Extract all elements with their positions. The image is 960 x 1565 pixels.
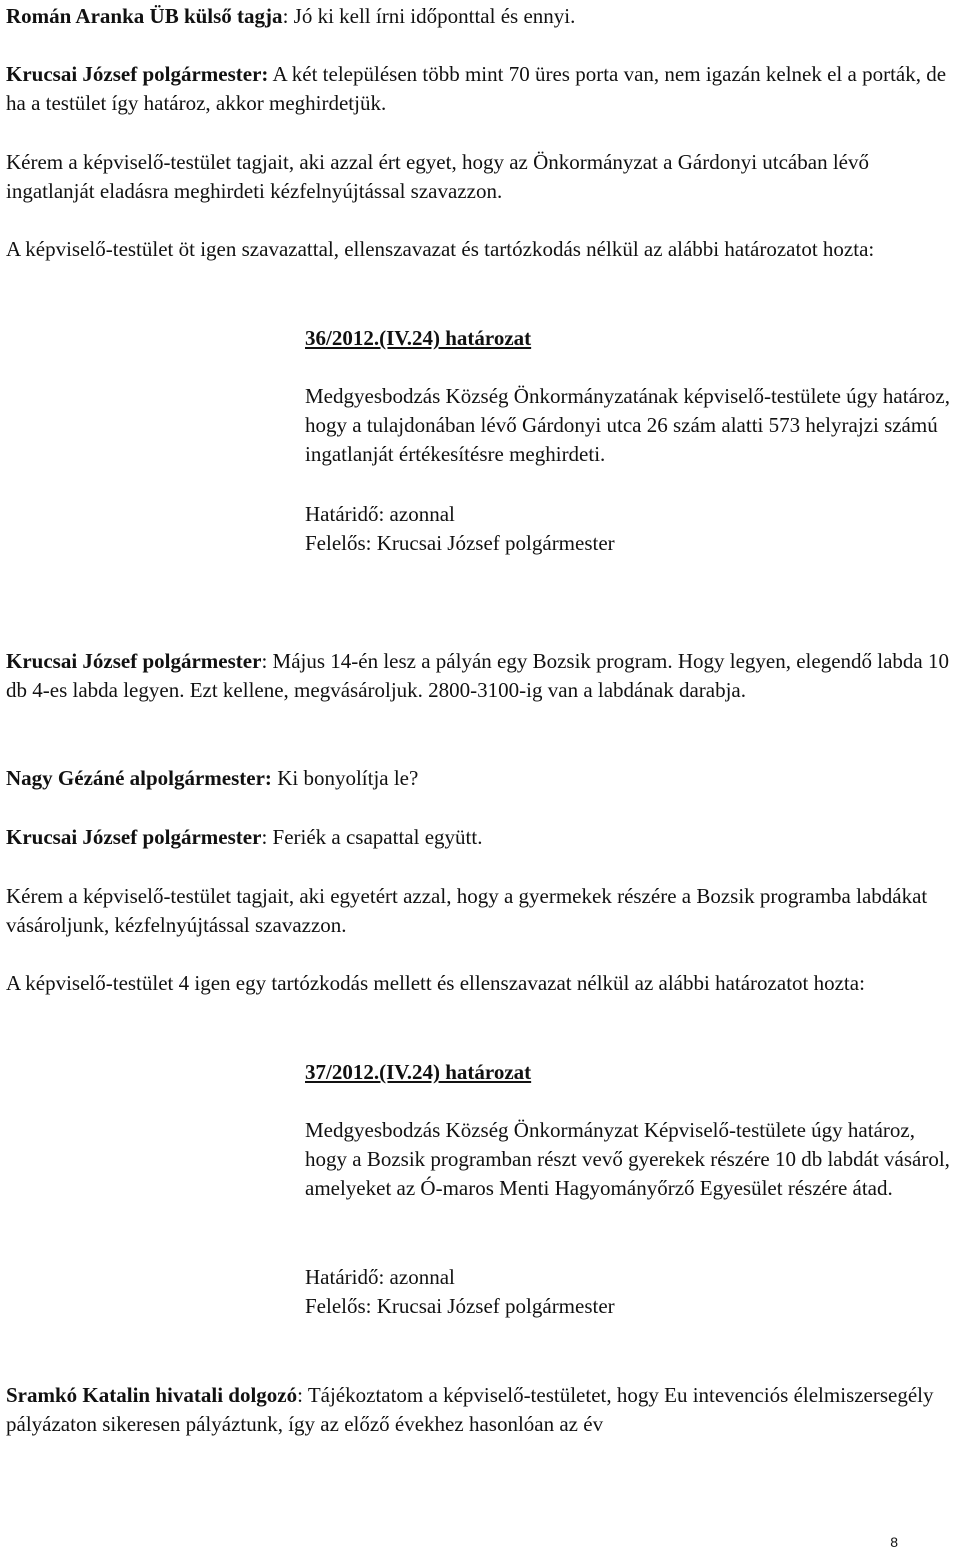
resolution-body-37: Medgyesbodzás Község Önkormányzat Képviselő-testülete úgy határoz, hogy a Bozsik programban részt vevő gyerekek részére 10 db labdát vásárol, amelyeket az Ó-maros Menti Hagyományőrző Egyesület részére átad. xyxy=(305,1118,950,1200)
speaker-name: Krucsai József polgármester: xyxy=(6,62,269,86)
paragraph-text: Ki bonyolítja le? xyxy=(271,766,419,790)
paragraph-text: : Május 14-én lesz a pályán egy Bozsik program. Hogy legyen, elegendő labda 10 db 4-es labda legyen. Ezt kellene, megvásároljuk. 2800-3100-ig van a labdának darabja. xyxy=(6,649,949,702)
document-page xyxy=(6,0,956,1565)
resolution-title-37: 37/2012.(IV.24) határozat xyxy=(305,1060,532,1084)
resolution-deadline-36: Határidő: azonnal xyxy=(305,502,455,526)
speaker-name: Krucsai József polgármester xyxy=(6,825,262,849)
paragraph-nagy-gezane xyxy=(6,764,956,793)
paragraph-sramko-katalin xyxy=(6,1381,956,1439)
paragraph-text: : Jó ki kell írni időponttal és ennyi. xyxy=(282,4,576,28)
paragraph-krucsai-3 xyxy=(6,823,956,852)
paragraph-roman-aranka xyxy=(6,2,956,31)
paragraph-vote-request-2: Kérem a képviselő-testület tagjait, aki egyetért azzal, hogy a gyermekek részére a Bozsik programba labdákat vásároljunk, kézfelnyújtással szavazzon. xyxy=(6,884,928,937)
resolution-responsible-37: Felelős: Krucsai József polgármester xyxy=(305,1294,615,1318)
speaker-name: Sramkó Katalin hivatali dolgozó xyxy=(6,1383,298,1407)
paragraph-text: : Tájékoztatom a képviselő-testületet, hogy Eu intevenciós élelmiszersegély pályázaton sikeresen pályáztunk, így az előző évekhez hasonlóan az év xyxy=(6,1383,934,1436)
paragraph-vote-request-1: Kérem a képviselő-testület tagjait, aki azzal ért egyet, hogy az Önkormányzat a Gárdonyi utcában lévő ingatlanját eladásra meghirdeti kézfelnyújtással szavazzon. xyxy=(6,150,869,203)
paragraph-text: A két településen több mint 70 üres porta van, nem igazán kelnek el a porták, de ha a testület így határoz, akkor meghirdetjük. xyxy=(6,62,947,115)
resolution-body-36: Medgyesbodzás Község Önkormányzatának képviselő-testülete úgy határoz, hogy a tulajdonában lévő Gárdonyi utca 26 szám alatti 573 helyrajzi számú ingatlanját értékesítésre meghirdeti. xyxy=(305,384,950,466)
speaker-name: Krucsai József polgármester xyxy=(6,649,262,673)
paragraph-text: : Feriék a csapattal együtt. xyxy=(261,825,483,849)
resolution-responsible-36: Felelős: Krucsai József polgármester xyxy=(305,531,615,555)
speaker-name: Nagy Gézáné alpolgármester: xyxy=(6,766,272,790)
resolution-title-36: 36/2012.(IV.24) határozat xyxy=(305,326,532,350)
paragraph-vote-result-2: A képviselő-testület 4 igen egy tartózkodás mellett és ellenszavazat nélkül az alábbi határozatot hozta: xyxy=(6,971,865,995)
paragraph-vote-result-1: A képviselő-testület öt igen szavazattal, ellenszavazat és tartózkodás nélkül az alábbi határozatot hozta: xyxy=(6,237,875,261)
paragraph-krucsai-1 xyxy=(6,60,956,118)
speaker-name: Román Aranka ÜB külső tagja xyxy=(6,4,283,28)
paragraph-krucsai-2 xyxy=(6,647,956,705)
page-number: 8 xyxy=(890,1534,898,1550)
resolution-deadline-37: Határidő: azonnal xyxy=(305,1265,455,1289)
